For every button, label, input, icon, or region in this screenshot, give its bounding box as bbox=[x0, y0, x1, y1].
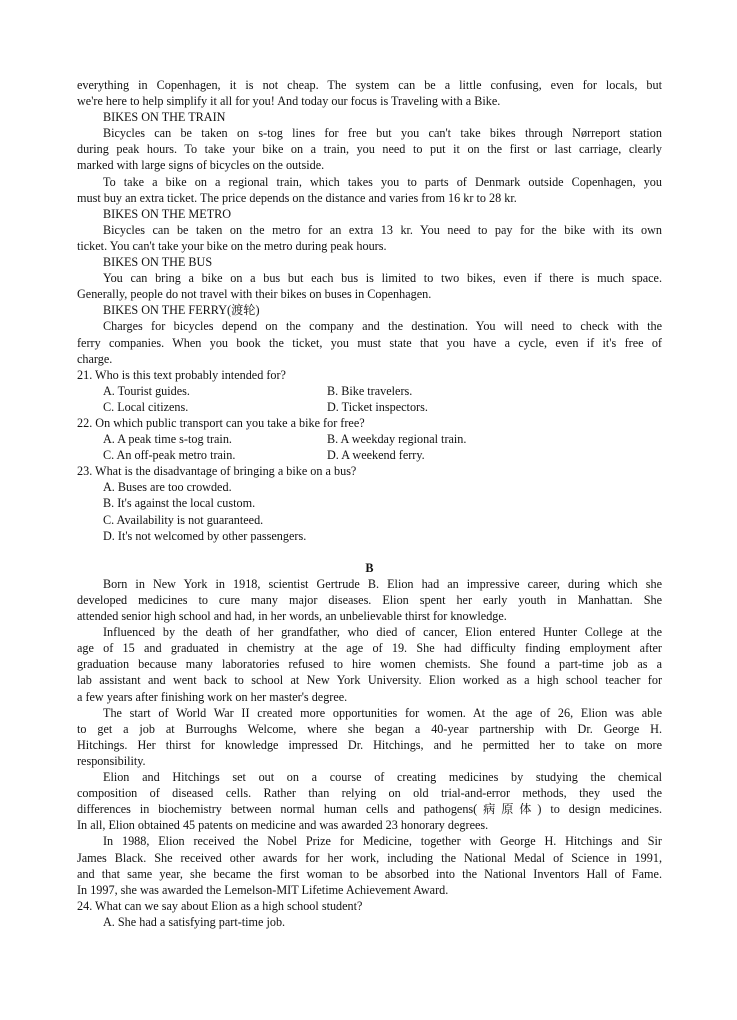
option-b: B. A weekday regional train. bbox=[327, 432, 467, 447]
passage-line: attended senior high school and had, in her words, an unbelievable thirst for knowledge. bbox=[77, 609, 507, 624]
passage-line: The start of World War II created more opportunities for women. At the age of 26, Elion was able bbox=[103, 705, 662, 720]
passage-line: age of 15 and graduated in chemistry at the age of 19. She had difficulty finding employment after bbox=[77, 641, 662, 656]
passage-line: developed medicines to cure many major diseases. Elion spent her early youth in Manhattan. She bbox=[77, 593, 662, 607]
option-c: C. Availability is not guaranteed. bbox=[103, 512, 264, 527]
passage-line: Bicycles can be taken on s-tog lines for free but you can't take bikes through Nørreport station bbox=[103, 126, 662, 141]
passage-line: You can bring a bike on a bus but each bus is limited to two bikes, even if there is much space. bbox=[103, 271, 662, 286]
passage-line: In 1997, she was awarded the Lemelson-MIT Lifetime Achievement Award. bbox=[77, 882, 449, 897]
passage-line: To take a bike on a regional train, which takes you to parts of Denmark outside Copenhagen, you bbox=[103, 174, 662, 189]
passage-line: a few years after finishing work on her master's degree. bbox=[77, 689, 348, 704]
section-heading-bus: BIKES ON THE BUS bbox=[103, 255, 213, 270]
passage-line: responsibility. bbox=[77, 753, 146, 768]
option-row bbox=[77, 431, 662, 447]
option-b: B. It's against the local custom. bbox=[103, 496, 256, 511]
passage-line: Bicycles can be taken on the metro for an extra 13 kr. You need to pay for the bike with its own bbox=[103, 222, 662, 237]
blank-line bbox=[77, 544, 662, 560]
passage-line: Generally, people do not travel with their bikes on buses in Copenhagen. bbox=[77, 287, 432, 302]
option-a: A. Buses are too crowded. bbox=[103, 480, 232, 495]
passage-line: and that same year, she became the first woman to be absorbed into the National Inventors Hall of Fame. bbox=[77, 866, 662, 881]
passage-line: must buy an extra ticket. The price depends on the distance and varies from 16 kr to 28 kr. bbox=[77, 190, 517, 205]
option-d: D. It's not welcomed by other passengers. bbox=[103, 528, 307, 543]
passage-line: James Black. She received other awards for her work, including the National Medal of Science in 1991, bbox=[77, 850, 662, 865]
section-heading-metro: BIKES ON THE METRO bbox=[103, 206, 232, 221]
question-stem: 23. What is the disadvantage of bringing a bike on a bus? bbox=[77, 464, 357, 479]
passage-line: differences in biochemistry between normal human cells and pathogens(病原体) to design medicines. bbox=[77, 802, 662, 817]
option-c: C. An off-peak metro train. bbox=[103, 448, 236, 463]
passage-line: Born in New York in 1918, scientist Gertrude B. Elion had an impressive career, during which she bbox=[103, 576, 662, 591]
question-stem: 24. What can we say about Elion as a high school student? bbox=[77, 898, 363, 913]
option-row bbox=[77, 447, 662, 463]
option-a: A. A peak time s-tog train. bbox=[103, 432, 232, 447]
exam-page bbox=[77, 77, 662, 930]
question-stem: 22. On which public transport can you take a bike for free? bbox=[77, 415, 365, 430]
passage-line: composition of diseased cells. Rather than relying on old trial-and-error methods, they used the bbox=[77, 786, 662, 801]
passage-line: graduation because many laboratories refused to hire women chemists. She found a part-time job as a bbox=[77, 657, 662, 672]
question-stem: 21. Who is this text probably intended for? bbox=[77, 367, 286, 382]
passage-line: In 1988, Elion received the Nobel Prize for Medicine, together with George H. Hitchings and Sir bbox=[103, 834, 662, 849]
option-a: A. She had a satisfying part-time job. bbox=[103, 914, 286, 929]
passage-line: ticket. You can't take your bike on the metro during peak hours. bbox=[77, 238, 387, 253]
passage-line: Charges for bicycles depend on the company and the destination. You will need to check with the bbox=[103, 319, 662, 334]
option-d: D. A weekend ferry. bbox=[327, 448, 425, 463]
option-row bbox=[77, 383, 662, 399]
passage-line: ferry companies. When you book the ticket, you must state that you have a cycle, even if it's free of bbox=[77, 335, 662, 350]
section-heading-ferry: BIKES ON THE FERRY(渡轮) bbox=[103, 303, 260, 318]
passage-line: Elion and Hitchings set out on a course of creating medicines by studying the chemical bbox=[103, 770, 662, 785]
option-b: B. Bike travelers. bbox=[327, 383, 413, 398]
option-c: C. Local citizens. bbox=[103, 399, 189, 414]
passage-line: to get a job at Burroughs Welcome, where she began a 40-year partnership with Dr. George H. bbox=[77, 721, 662, 736]
passage-line: everything in Copenhagen, it is not cheap. The system can be a little confusing, even for locals, but bbox=[77, 78, 662, 92]
option-row bbox=[77, 399, 662, 415]
section-title: B bbox=[365, 560, 374, 575]
option-a: A. Tourist guides. bbox=[103, 383, 190, 398]
passage-line: marked with large signs of bicycles on the outside. bbox=[77, 158, 325, 173]
passage-line: Hitchings. Her thirst for knowledge impressed Dr. Hitchings, and he permitted her to take on more bbox=[77, 737, 662, 752]
section-heading-train: BIKES ON THE TRAIN bbox=[103, 110, 226, 125]
passage-line: charge. bbox=[77, 351, 113, 366]
passage-line: we're here to help simplify it all for you! And today our focus is Traveling with a Bike. bbox=[77, 94, 501, 109]
passage-line: In all, Elion obtained 45 patents on medicine and was awarded 23 honorary degrees. bbox=[77, 818, 489, 833]
passage-line: Influenced by the death of her grandfather, who died of cancer, Elion entered Hunter College at the bbox=[103, 625, 662, 640]
option-d: D. Ticket inspectors. bbox=[327, 399, 428, 414]
passage-line: lab assistant and went back to school at New York University. Elion worked as a high school teacher for bbox=[77, 673, 662, 688]
passage-line: during peak hours. To take your bike on a train, you need to put it on the first or last carriage, clearly bbox=[77, 142, 662, 157]
